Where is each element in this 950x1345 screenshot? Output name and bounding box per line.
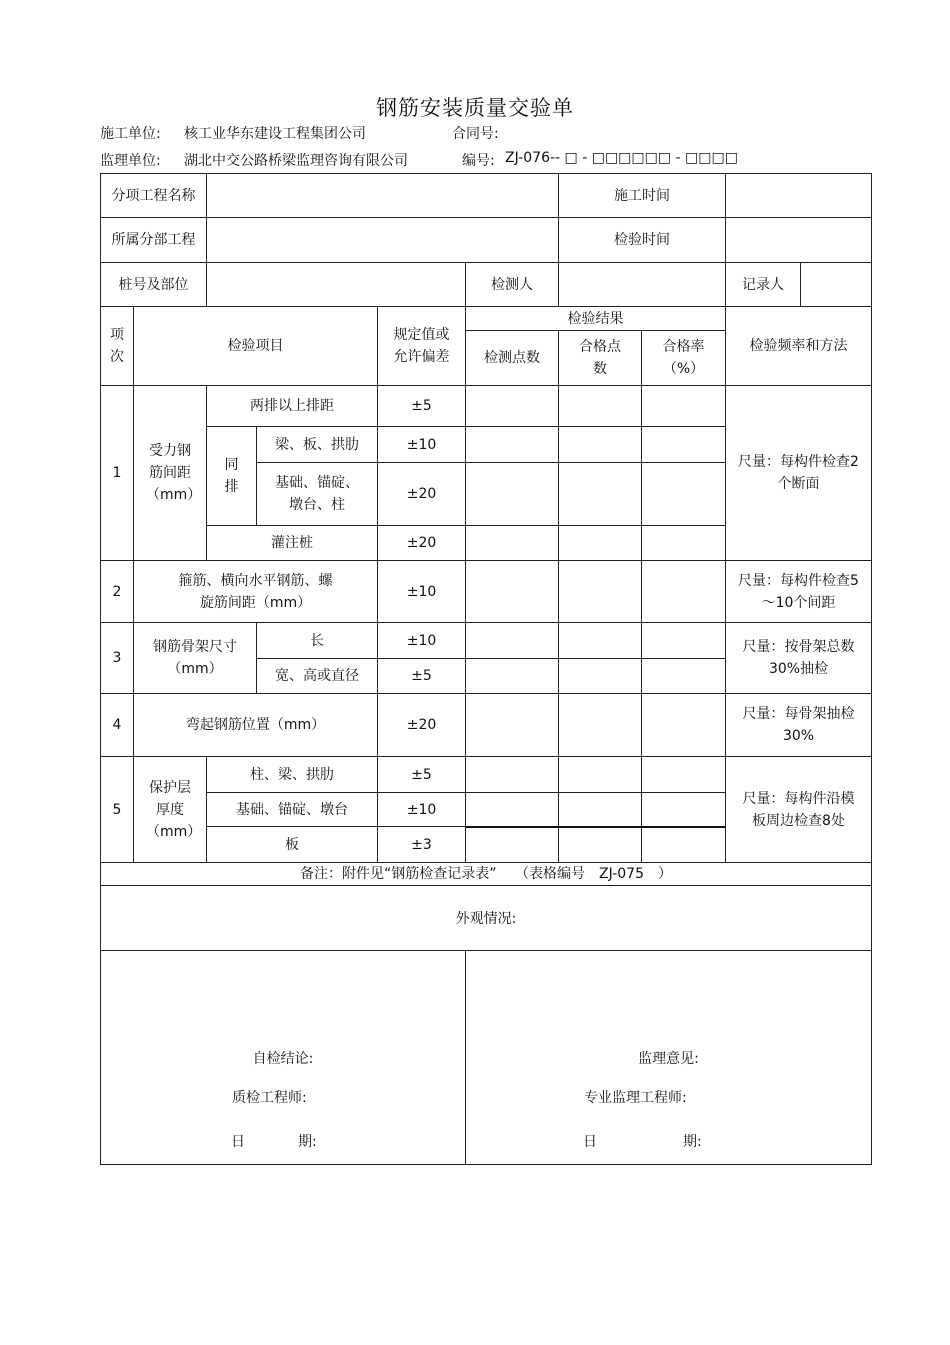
row-3b-points[interactable] [466,659,559,694]
appearance-field[interactable] [101,886,872,951]
subitem-name-field[interactable] [207,174,559,218]
inspection-form-table [100,173,872,1165]
row-2-no: 2 [101,561,134,623]
row-1d-label: 灌注桩 [207,526,378,561]
row-2 [101,561,872,623]
row-5c-pass-points[interactable] [559,827,642,863]
row-1d-pass-rate[interactable] [642,526,726,561]
row-3-method: 尺量：按骨架总数30%抽检 [726,623,872,694]
row-4 [101,694,872,757]
row-4-pass-points[interactable] [559,694,642,757]
note-row [101,863,872,886]
page-title: 钢筋安装质量交验单 [376,96,574,120]
date-label-left-1: 日 [231,1134,245,1150]
row-5c-points[interactable] [466,827,559,863]
construction-time-field[interactable] [726,174,872,218]
row-1c-pass-rate[interactable] [642,463,726,526]
row-5-no: 5 [101,757,134,863]
row-1b-points[interactable] [466,427,559,463]
serial-value: ZJ-076-- □ - □□□□□□ - □□□□ [505,150,738,166]
row-5a-spec: ±5 [378,757,466,793]
row-1-name: 受力钢筋间距（mm） [134,386,207,561]
row-2-method: 尺量：每构件检查5～10个间距 [726,561,872,623]
row-5b-label: 基础、锚碇、墩台 [207,793,378,827]
row-5a-pass-points[interactable] [559,757,642,793]
row-1-method: 尺量：每构件检查2个断面 [726,386,872,561]
info-row-1 [101,174,872,218]
row-5a-points[interactable] [466,757,559,793]
contractor-value: 核工业华东建设工程集团公司 [184,126,366,142]
row-5c-pass-rate[interactable] [642,827,726,863]
inspector-label: 检测人 [466,263,559,307]
row-5-method: 尺量：每构件沿模板周边检查8处 [726,757,872,863]
row-1a-pass-points[interactable] [559,386,642,427]
row-3a-pass-rate[interactable] [642,623,726,659]
row-1d-pass-points[interactable] [559,526,642,561]
station-label: 桩号及部位 [101,263,207,307]
row-4-name: 弯起钢筋位置（mm） [134,694,378,757]
row-3b-spec: ±5 [378,659,466,694]
row-1b-pass-points[interactable] [559,427,642,463]
supervision-field[interactable] [466,951,872,1165]
row-5a [101,757,872,793]
row-5b-points[interactable] [466,793,559,827]
col-no-header: 项次 [101,307,134,386]
row-1a-spec: ±5 [378,386,466,427]
contractor-label: 施工单位: [100,126,161,142]
col-spec-header: 规定值或允许偏差 [378,307,466,386]
row-2-name: 箍筋、横向水平钢筋、螺旋筋间距（mm） [134,561,378,623]
row-1c-label: 基础、锚碇、墩台、柱 [257,463,378,526]
appearance-row [101,886,872,951]
row-2-pass-points[interactable] [559,561,642,623]
column-header-row-1 [101,307,872,331]
division-field[interactable] [207,218,559,263]
row-3a-spec: ±10 [378,623,466,659]
recorder-label: 记录人 [726,263,801,307]
col-method-header: 检验频率和方法 [726,307,872,386]
row-1c-spec: ±20 [378,463,466,526]
row-1d-points[interactable] [466,526,559,561]
row-1c-pass-points[interactable] [559,463,642,526]
row-1b-pass-rate[interactable] [642,427,726,463]
conclusion-row [101,951,872,1165]
construction-time-label: 施工时间 [559,174,726,218]
recorder-field[interactable] [801,263,872,307]
date-label-left-2: 期: [298,1134,317,1150]
row-1-no: 1 [101,386,134,561]
row-1b-spec: ±10 [378,427,466,463]
row-3b-pass-rate[interactable] [642,659,726,694]
contract-no-label: 合同号: [452,126,499,142]
row-5a-pass-rate[interactable] [642,757,726,793]
qc-engineer-label: 质检工程师: [232,1090,307,1106]
col-points-header: 检测点数 [466,331,559,386]
appearance-label: 外观情况: [455,911,517,927]
self-check-field[interactable] [101,951,466,1165]
row-1a-pass-rate[interactable] [642,386,726,427]
row-5b-pass-rate[interactable] [642,793,726,827]
supervisor-label: 监理单位: [100,153,161,169]
row-1a [101,386,872,427]
row-5b-spec: ±10 [378,793,466,827]
row-3a [101,623,872,659]
row-5b-pass-points[interactable] [559,793,642,827]
row-4-spec: ±20 [378,694,466,757]
row-5-name: 保护层厚度（mm） [134,757,207,863]
row-2-pass-rate[interactable] [642,561,726,623]
inspector-field[interactable] [559,263,726,307]
row-1a-points[interactable] [466,386,559,427]
station-field[interactable] [207,263,466,307]
row-4-pass-rate[interactable] [642,694,726,757]
row-3b-label: 宽、高或直径 [257,659,378,694]
col-item-header: 检验项目 [134,307,378,386]
division-label: 所属分部工程 [101,218,207,263]
row-3a-label: 长 [257,623,378,659]
note-text: 备注：附件见“钢筋检查记录表” （表格编号 ZJ-075 ） [101,863,872,886]
row-4-no: 4 [101,694,134,757]
col-result-header: 检验结果 [466,307,726,331]
row-5c-spec: ±3 [378,827,466,863]
row-2-points[interactable] [466,561,559,623]
row-1a-label: 两排以上排距 [207,386,378,427]
inspection-time-label: 检验时间 [559,218,726,263]
col-pass-points-header: 合格点数 [559,331,642,386]
row-3-name: 钢筋骨架尺寸（mm） [134,623,257,694]
supervisor-value: 湖北中交公路桥梁监理咨询有限公司 [184,153,408,169]
info-row-3 [101,263,872,307]
supervising-engineer-label: 专业监理工程师: [584,1090,687,1106]
subitem-name-label: 分项工程名称 [101,174,207,218]
date-label-right-1: 日 [583,1134,597,1150]
row-1c-points[interactable] [466,463,559,526]
row-3a-pass-points[interactable] [559,623,642,659]
row-3-no: 3 [101,623,134,694]
row-3a-points[interactable] [466,623,559,659]
row-1-same-row: 同排 [207,427,257,526]
row-5c-label: 板 [207,827,378,863]
row-3b-pass-points[interactable] [559,659,642,694]
row-1b-label: 梁、板、拱肋 [257,427,378,463]
info-row-2 [101,218,872,263]
date-label-right-2: 期: [683,1134,702,1150]
row-1d-spec: ±20 [378,526,466,561]
row-5a-label: 柱、梁、拱肋 [207,757,378,793]
row-4-method: 尺量：每骨架抽检30% [726,694,872,757]
supervision-label: 监理意见: [638,1051,699,1067]
serial-label: 编号: [462,153,495,169]
row-4-points[interactable] [466,694,559,757]
row-2-spec: ±10 [378,561,466,623]
inspection-time-field[interactable] [726,218,872,263]
self-check-label: 自检结论: [252,1051,314,1067]
col-pass-rate-header: 合格率（%） [642,331,726,386]
